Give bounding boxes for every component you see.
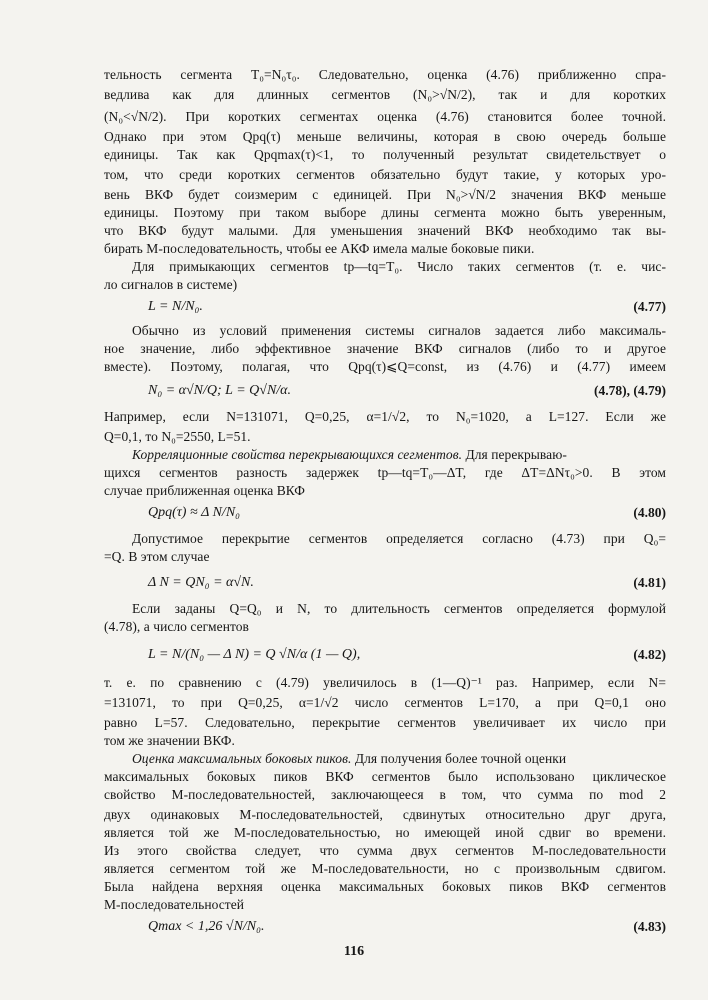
text-line: случае приближенная оценка ВКФ — [104, 483, 305, 498]
text-line: Обычно из условий применения системы сигналов задается либо максималь- — [132, 323, 666, 338]
equation-number: (4.81) — [633, 575, 666, 590]
text-line: единицы. Поэтому при таком выборе длины сегмента можно быть уверенным, — [104, 205, 666, 220]
equation-4-77: L = N/N₀. — [148, 299, 203, 314]
text-line: щихся сегментов разность задержек tp—tq=T₀—ΔT, где ΔT=ΔNτ₀>0. В этом — [104, 465, 666, 480]
text-line: вень ВКФ будет соизмерим с единицей. При N₀>√N/2 значения ВКФ меньше — [104, 187, 666, 202]
text-line: вместе). Поэтому, полагая, что Qpq(τ)⩽Q=const, из (4.76) и (4.77) имеем — [104, 359, 666, 374]
text-line: двух одинаковых M-последовательностей, сдвинутых относительно друг друга, — [104, 807, 666, 822]
equation-number: (4.77) — [633, 299, 666, 314]
equation-number: (4.82) — [633, 647, 666, 662]
text-line: том, что среди коротких сегментов обязательно будут такие, у которых уро- — [104, 167, 666, 182]
equation-4-83: Qmax < 1,26 √N/N₀. — [148, 919, 265, 934]
text-line: равно L=57. Следовательно, перекрытие сегментов увеличивает их число при — [104, 715, 666, 730]
text-line: единицы. Так как Qpqmax(τ)<1, то полученный результат свидетельствует о — [104, 147, 666, 162]
text-line: является той же M-последовательностью, но имеющей иной сдвиг во времени. — [104, 825, 666, 840]
equation-4-78: N₀ = α√N/Q; L = Q√N/α. — [148, 383, 292, 398]
page-number: 116 — [343, 944, 365, 959]
text-line: тельность сегмента T₀=N₀τ₀. Следовательно, оценка (4.76) приближенно спра- — [104, 67, 666, 82]
equation-number: (4.83) — [633, 919, 666, 934]
text-line: Если заданы Q=Q₀ и N, то длительность сегментов определяется формулой — [132, 601, 666, 616]
text-line: Например, если N=131071, Q=0,25, α=1/√2, то N₀=1020, а L=127. Если же — [104, 409, 666, 424]
text-line: ло сигналов в системе) — [104, 277, 238, 292]
text-line: ное значение, либо эффективное значение ВКФ сигналов (либо то и другое — [104, 341, 666, 356]
text-line: Однако при этом Qpq(τ) меньше величины, которая в свою очередь больше — [104, 129, 666, 144]
section-subheading: Корреляционные свойства перекрывающихся сегментов. — [132, 447, 463, 462]
text-line: Была найдена верхняя оценка максимальных боковых пиков ВКФ сегментов — [104, 879, 666, 894]
text-line: максимальных боковых пиков ВКФ сегментов было использовано циклическое — [104, 769, 666, 784]
text-line: что ВКФ будут малыми. Для уменьшения значений ВКФ необходимо так вы- — [104, 223, 666, 238]
text-line: =Q. В этом случае — [104, 549, 210, 564]
equation-number: (4.78), (4.79) — [594, 383, 666, 398]
text-line: свойство M-последовательностей, заключающееся в том, что сумма по mod 2 — [104, 787, 666, 802]
section-subheading: Оценка максимальных боковых пиков. — [132, 751, 352, 766]
text-line: =131071, то при Q=0,25, α=1/√2 число сегментов L=170, а при Q=0,1 оно — [104, 695, 666, 710]
text-span: Для перекрываю- — [462, 447, 567, 462]
text-line: бирать M-последовательность, чтобы ее АКФ имела малые боковые пики. — [104, 241, 535, 256]
text-line: Из этого свойства следует, что сумма двух сегментов M-последовательности — [104, 843, 666, 858]
text-line — [132, 750, 666, 768]
text-line: Q=0,1, то N₀=2550, L=51. — [104, 429, 251, 444]
text-line: (4.78), а число сегментов — [104, 619, 249, 634]
equation-4-82: L = N/(N₀ — Δ N) = Q √N/α (1 — Q), — [148, 647, 361, 662]
equation-4-80: Qpq(τ) ≈ Δ N/N₀ — [148, 505, 241, 520]
text-line: ведлива как для длинных сегментов (N₀>√N/2), так и для коротких — [104, 87, 666, 102]
equation-4-81: Δ N = QN₀ = α√N. — [148, 575, 254, 590]
text-line: M-последовательностей — [104, 897, 245, 912]
equation-number: (4.80) — [633, 505, 666, 520]
text-line: (N₀<√N/2). При коротких сегментах оценка (4.76) становится более точной. — [104, 109, 666, 124]
text-line: том же значении ВКФ. — [104, 733, 235, 748]
text-line: т. е. по сравнению с (4.79) увеличилось в (1—Q)⁻¹ раз. Например, если N= — [104, 675, 666, 690]
text-line — [132, 446, 666, 464]
text-line: является сегментом той же M-последовательности, но с произвольным сдвигом. — [104, 861, 666, 876]
text-line: Для примыкающих сегментов tp—tq=T₀. Число таких сегментов (т. е. чис- — [132, 259, 666, 274]
text-span: Для получения более точной оценки — [351, 751, 567, 766]
text-line: Допустимое перекрытие сегментов определяется согласно (4.73) при Q₀= — [132, 531, 666, 546]
